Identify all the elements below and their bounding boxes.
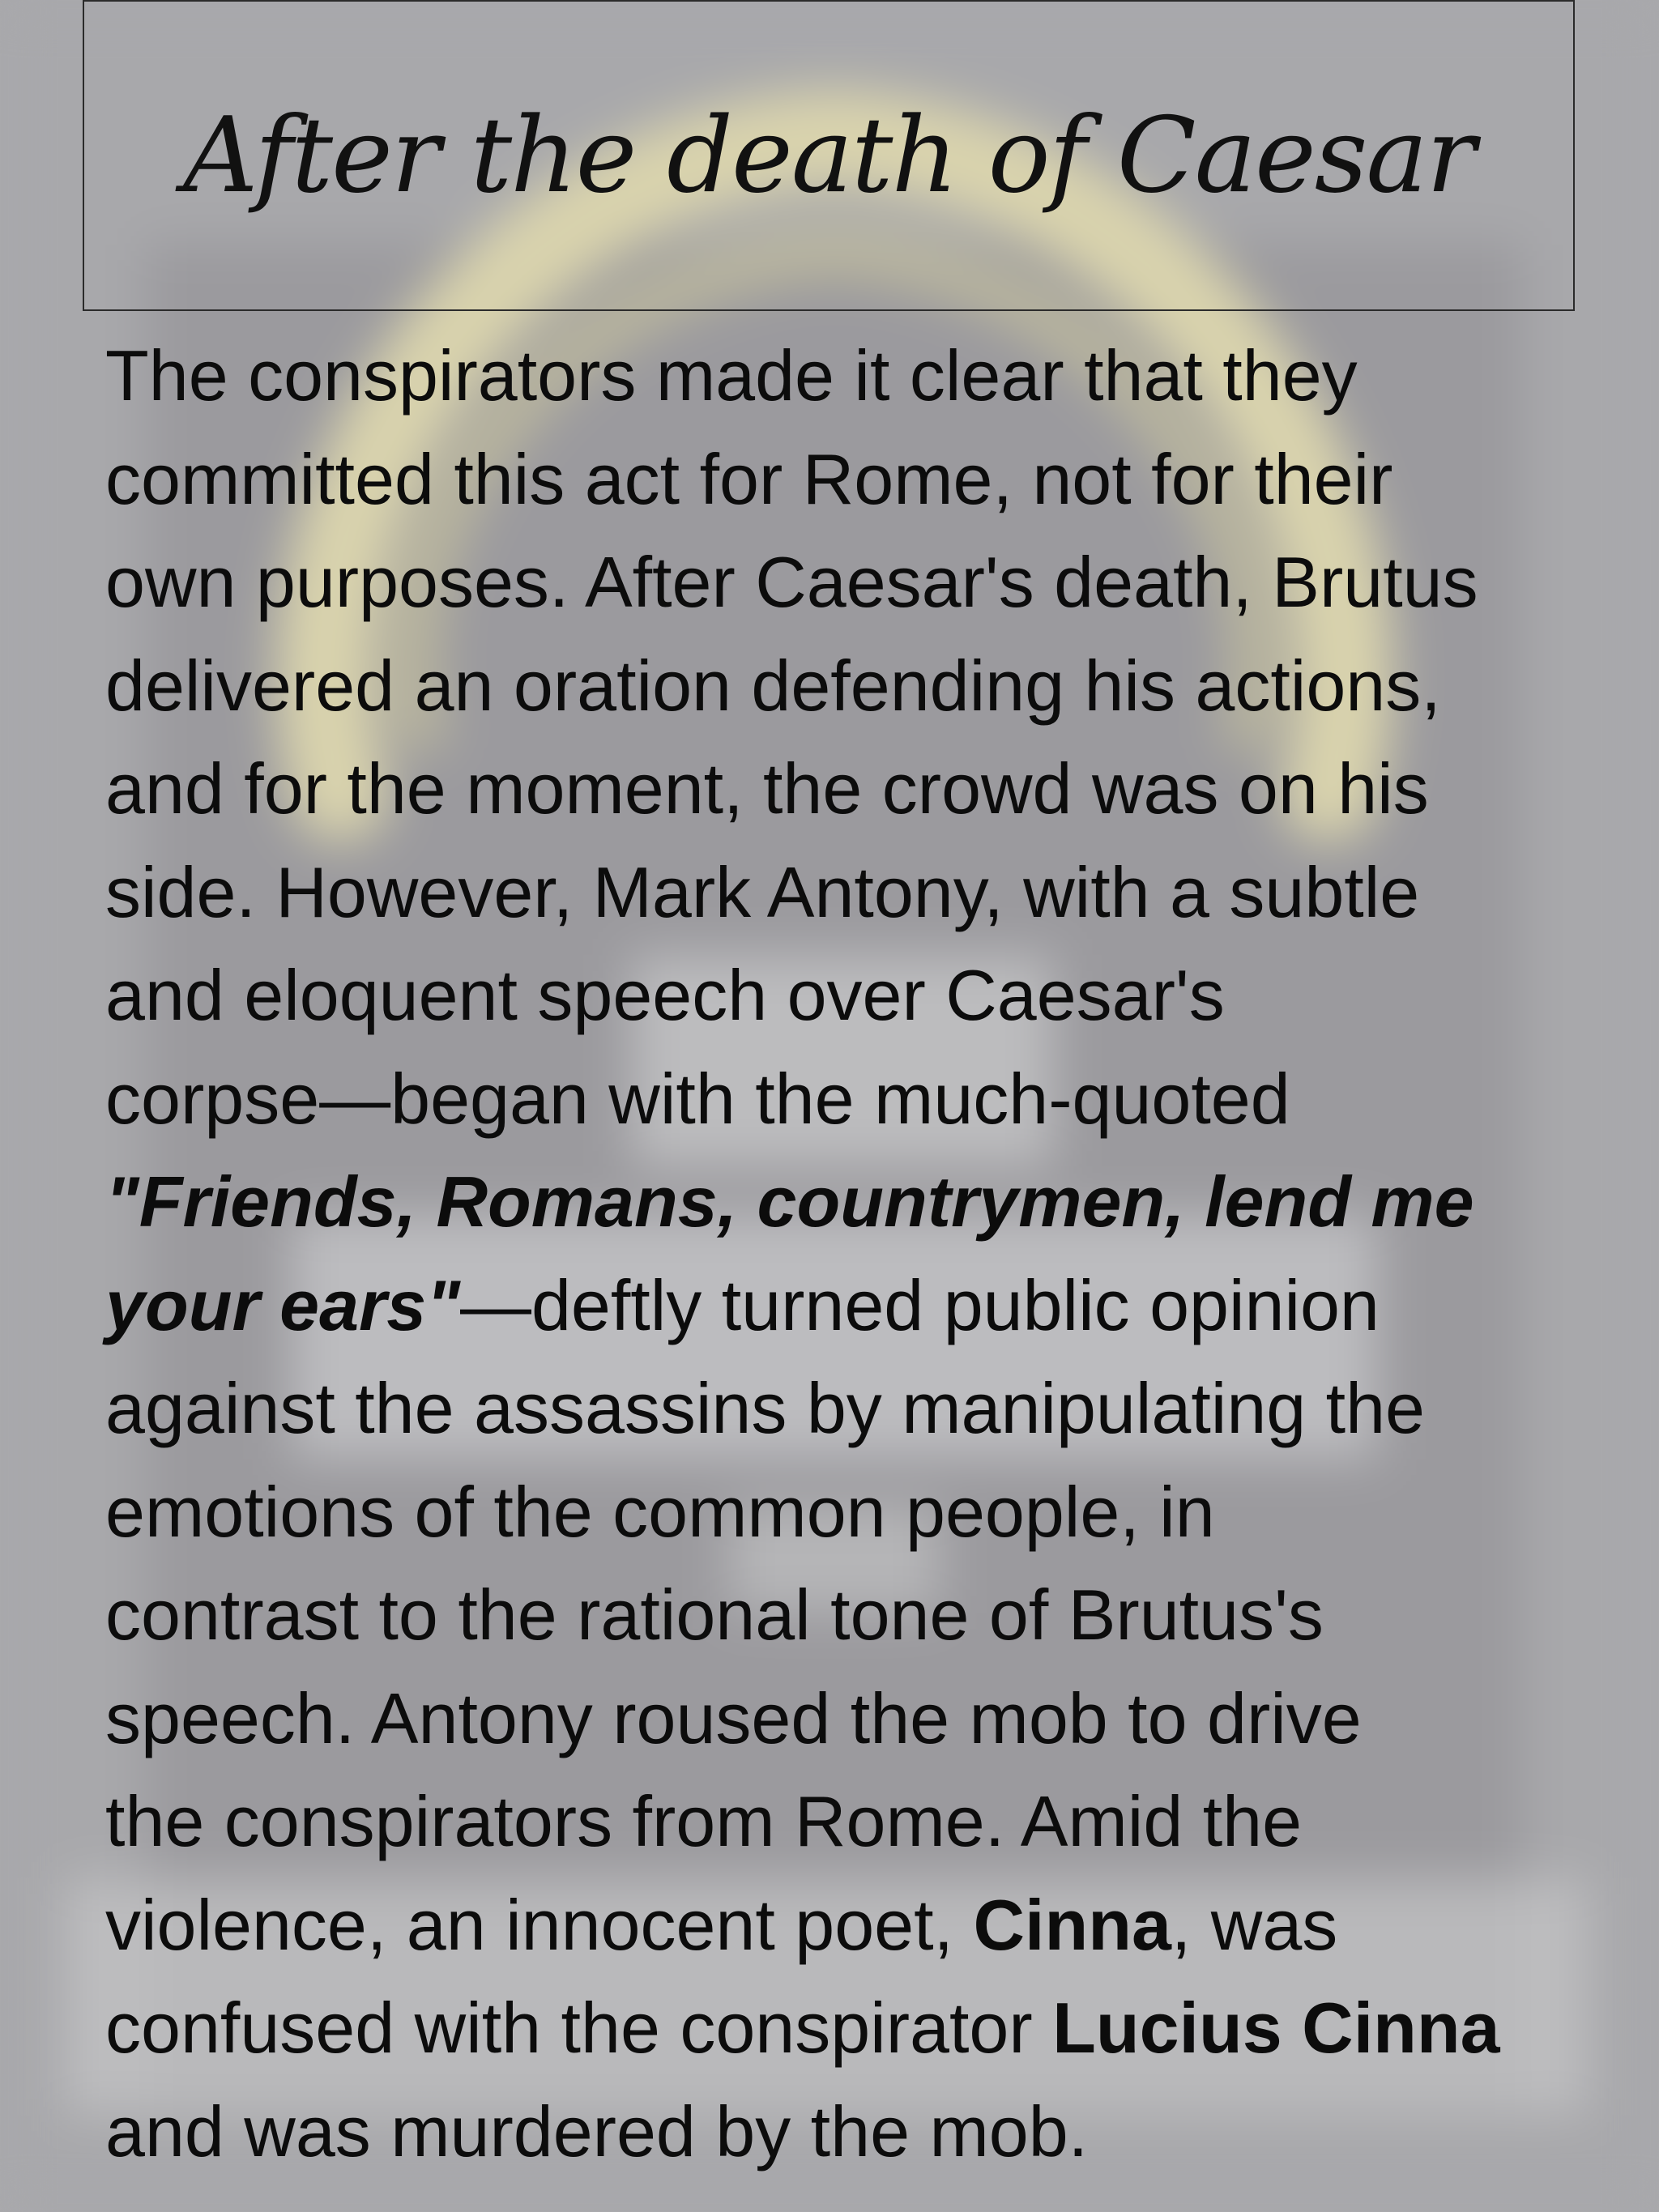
body-line: contrast to the rational tone of Brutus's xyxy=(105,1575,1324,1655)
body-line: delivered an oration defending his actions, xyxy=(105,645,1441,726)
body-line: and was murdered by the mob. xyxy=(105,2091,1089,2172)
body-line: corpse—began with the much-quoted xyxy=(105,1058,1290,1139)
slide-body-text xyxy=(105,324,1628,2183)
body-line: committed this act for Rome, not for their xyxy=(105,438,1393,519)
body-text-segment: —deftly turned public opinion xyxy=(459,1264,1380,1345)
body-line: the conspirators from Rome. Amid the xyxy=(105,1781,1303,1861)
body-line: against the assassins by manipulating the xyxy=(105,1368,1425,1448)
body-text-segment: confused with the conspirator xyxy=(105,1988,1053,2068)
body-line xyxy=(105,1254,1628,1357)
body-line xyxy=(105,1976,1628,2080)
body-line: side. However, Mark Antony, with a subtle xyxy=(105,851,1420,932)
body-text-segment: , was xyxy=(1171,1884,1338,1965)
body-line: own purposes. After Caesar's death, Brutus xyxy=(105,542,1478,622)
body-text-segment: violence, an innocent poet, xyxy=(105,1884,974,1965)
title-box xyxy=(83,0,1575,311)
body-line: and for the moment, the crowd was on his xyxy=(105,748,1429,829)
body-line: speech. Antony roused the mob to drive xyxy=(105,1677,1362,1758)
famous-quote-end: your ears" xyxy=(105,1264,460,1345)
name-cinna: Cinna xyxy=(973,1884,1171,1965)
body-line: The conspirators made it clear that they xyxy=(105,335,1358,416)
body-line xyxy=(105,1873,1628,1977)
name-lucius-cinna: Lucius Cinna xyxy=(1052,1988,1500,2068)
body-line: emotions of the common people, in xyxy=(105,1471,1215,1552)
body-line: and eloquent speech over Caesar's xyxy=(105,955,1225,1035)
slide-title: After the death of Caesar xyxy=(183,95,1474,216)
famous-quote-line: "Friends, Romans, countrymen, lend me xyxy=(105,1161,1474,1242)
